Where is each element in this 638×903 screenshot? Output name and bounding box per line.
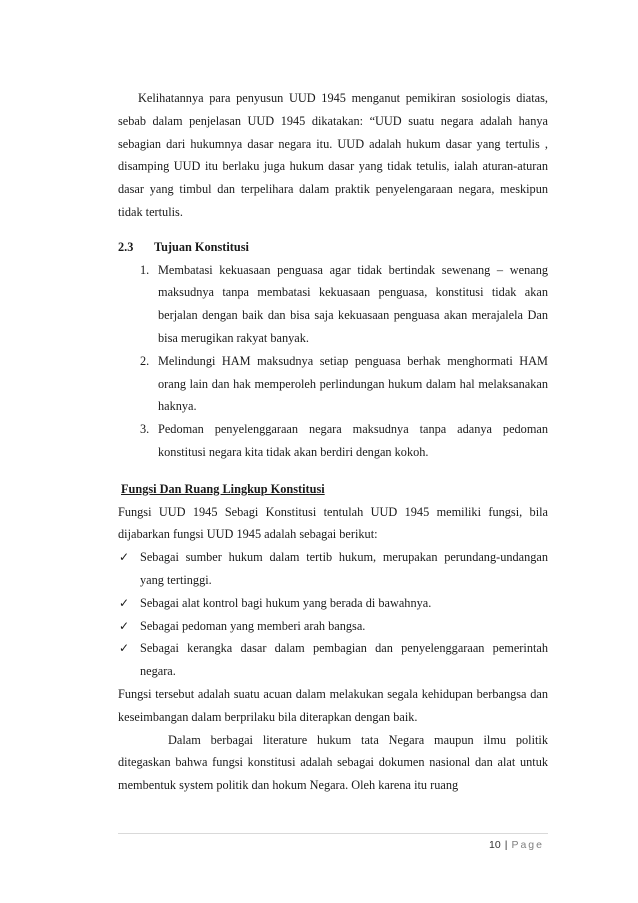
list-item bbox=[118, 592, 548, 615]
fungsi-list bbox=[118, 546, 548, 683]
page-label: Page bbox=[511, 839, 544, 851]
list-item bbox=[118, 259, 548, 350]
list-item bbox=[118, 546, 548, 592]
fungsi-intro-paragraph: Fungsi UUD 1945 Sebagi Konstitusi tentulah UUD 1945 memiliki fungsi, bila dijabarkan fungsi UUD 1945 adalah sebagai berikut: bbox=[118, 504, 548, 542]
footer-separator: | bbox=[504, 839, 508, 851]
fungsi-summary-paragraph: Fungsi tersebut adalah suatu acuan dalam melakukan segala kehidupan berbangsa dan keseimbangan dalam berprilaku bila diterapkan dengan baik. bbox=[118, 686, 548, 724]
checkmark-icon: ✓ bbox=[119, 550, 130, 565]
list-marker: 2. bbox=[140, 353, 150, 368]
page-footer bbox=[489, 839, 544, 851]
intro-paragraph: Kelihatannya para penyusun UUD 1945 menganut pemikiran sosiologis diatas, sebab dalam penjelasan UUD 1945 dikatakan: “UUD suatu negara adalah hanya sebagian dari hukumnya dasar negara itu. UUD adalah hukum dasar yang tertulis , disamping UUD itu berlaku juga hukum dasar yang tidak tetulis, ialah aturan-aturan dasar yang timbul dan terpelihara dalam praktik penyelengaraan negara, meskipun tidak tertulis. bbox=[118, 91, 548, 219]
list-item bbox=[118, 637, 548, 683]
list-item-text: Pedoman penyelenggaraan negara maksudnya tanpa adanya pedoman konstitusi negara kita tidak akan berdiri dengan kokoh. bbox=[158, 422, 548, 459]
section-number: 2.3 bbox=[118, 239, 134, 254]
list-marker: 1. bbox=[140, 262, 150, 277]
list-item-text: Melindungi HAM maksudnya setiap penguasa berhak menghormati HAM orang lain dan hak memperoleh perlindungan hukum dalam hal melaksanakan haknya. bbox=[158, 353, 548, 414]
list-item bbox=[118, 615, 548, 638]
list-item bbox=[118, 350, 548, 418]
page-number: 10 bbox=[489, 839, 501, 851]
checkmark-icon: ✓ bbox=[119, 641, 130, 656]
list-item bbox=[118, 418, 548, 464]
section-title: Tujuan Konstitusi bbox=[154, 239, 249, 254]
list-marker: 3. bbox=[140, 422, 150, 437]
list-item-text: Sebagai alat kontrol bagi hukum yang berada di bawahnya. bbox=[140, 595, 432, 610]
footer-divider bbox=[118, 833, 548, 834]
fungsi-heading: Fungsi Dan Ruang Lingkup Konstitusi bbox=[121, 481, 325, 496]
section-heading bbox=[118, 236, 548, 259]
list-item-text: Sebagai sumber hukum dalam tertib hukum, merupakan perundang-undangan yang tertinggi. bbox=[140, 550, 548, 587]
checkmark-icon: ✓ bbox=[119, 618, 130, 633]
list-item-text: Membatasi kekuasaan penguasa agar tidak bertindak sewenang – wenang maksudnya tanpa membatasi kekuasaan penguasa, konstitusi tidak akan berjalan dengan baik dan bisa saja kekuasaan penguasa akan merajalela Dan bisa merugikan rakyat banyak. bbox=[158, 262, 548, 345]
checkmark-icon: ✓ bbox=[119, 595, 130, 610]
tujuan-list bbox=[118, 259, 548, 464]
closing-paragraph: Dalam berbagai literature hukum tata Negara maupun ilmu politik ditegaskan bahwa fungsi konstitusi adalah sebagai dokumen nasional dan alat untuk membentuk system politik dan hokum Negara. Oleh karena itu ruang bbox=[118, 732, 548, 793]
list-item-text: Sebagai pedoman yang memberi arah bangsa. bbox=[140, 618, 366, 633]
body-text bbox=[118, 87, 548, 797]
list-item-text: Sebagai kerangka dasar dalam pembagian dan penyelenggaraan pemerintah negara. bbox=[140, 641, 548, 679]
